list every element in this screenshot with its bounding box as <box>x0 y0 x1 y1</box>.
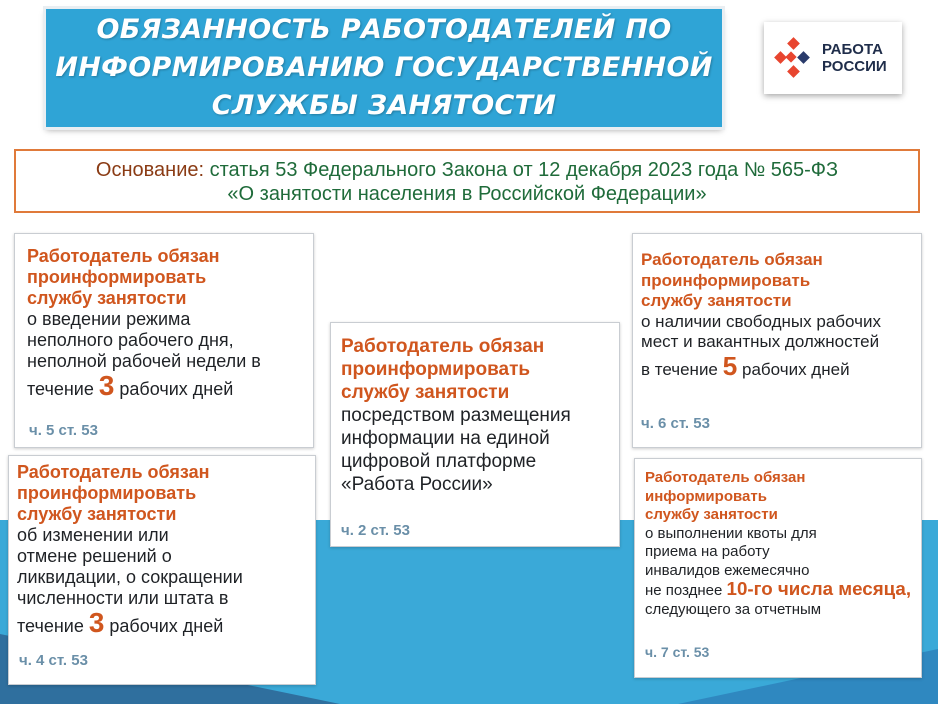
card-heading <box>641 250 915 312</box>
heading-line: Работодатель обязан <box>641 250 823 269</box>
law-reference: ч. 4 ст. 53 <box>19 652 88 669</box>
basis-line-1 <box>16 158 918 182</box>
heading-line: службу занятости <box>645 506 778 523</box>
body-line: следующего за отчетным <box>645 600 822 618</box>
deadline-number: 3 <box>98 370 115 401</box>
deadline-prefix: не позднее <box>645 582 727 599</box>
body-line <box>17 609 307 637</box>
card-body <box>341 404 611 496</box>
logo-line: РАБОТА <box>822 41 884 58</box>
card-vacancies <box>632 233 922 448</box>
body-line: инвалидов ежемесячно <box>645 561 810 579</box>
title-line: ОБЯЗАННОСТЬ РАБОТОДАТЕЛЕЙ ПО <box>96 14 672 45</box>
heading-line: проинформировать <box>341 359 531 380</box>
body-line: приема на работу <box>645 543 770 560</box>
card-body <box>17 525 307 637</box>
card-platform <box>330 322 620 547</box>
title-line: ИНФОРМИРОВАНИЮ ГОСУДАРСТВЕННОЙ <box>55 52 713 83</box>
body-line <box>27 372 303 400</box>
body-line: численности или штата в <box>17 588 229 608</box>
deadline-number: 3 <box>88 607 105 638</box>
body-line <box>641 350 915 381</box>
heading-line: проинформировать <box>17 483 197 503</box>
logo <box>764 22 902 94</box>
heading-line: Работодатель обязан <box>27 246 220 266</box>
heading-line: Работодатель обязан <box>645 469 806 486</box>
deadline-suffix: рабочих дней <box>737 359 850 379</box>
card-quota <box>634 458 922 678</box>
title-line: СЛУЖБЫ ЗАНЯТОСТИ <box>211 90 557 121</box>
card-liquidation <box>8 455 316 685</box>
heading-line: Работодатель обязан <box>17 462 210 482</box>
title-banner <box>46 9 722 127</box>
basis-box <box>14 149 920 213</box>
deadline-suffix: рабочих дней <box>114 379 234 399</box>
law-reference: ч. 5 ст. 53 <box>29 422 98 439</box>
body-line <box>645 580 915 601</box>
heading-line: службу занятости <box>27 288 187 308</box>
heading-line: проинформировать <box>641 270 811 290</box>
deadline-number: 5 <box>722 350 738 381</box>
logo-text <box>822 41 887 75</box>
card-part-time <box>14 233 314 448</box>
deadline-prefix: течение <box>17 616 89 636</box>
body-line: неполного рабочего дня, <box>27 330 234 350</box>
body-line: информации на единой <box>341 428 550 449</box>
card-heading <box>341 335 611 404</box>
body-line: мест и вакантных должностей <box>641 332 880 351</box>
heading-line: службу занятости <box>341 382 510 403</box>
basis-line-2: «О занятости населения в Российской Федерации» <box>227 183 707 205</box>
card-body <box>641 312 915 381</box>
body-line: о выполнении квоты для <box>645 524 817 542</box>
law-reference: ч. 6 ст. 53 <box>641 415 710 432</box>
heading-line: службу занятости <box>17 504 177 524</box>
heading-line: службу занятости <box>641 291 792 310</box>
logo-line: РОССИИ <box>822 58 887 75</box>
heading-line: проинформировать <box>27 267 207 287</box>
card-heading <box>645 469 915 525</box>
law-reference: ч. 7 ст. 53 <box>645 644 710 660</box>
heading-line: Работодатель обязан <box>341 336 545 357</box>
body-line: о наличии свободных рабочих <box>641 311 881 331</box>
heading-line: информировать <box>645 487 767 505</box>
body-line: ликвидации, о сокращении <box>17 567 243 587</box>
work-russia-logo-icon <box>772 36 816 80</box>
basis-label: Основание: <box>95 159 205 181</box>
deadline-prefix: течение <box>27 379 99 399</box>
card-body <box>645 525 915 620</box>
body-line: неполной рабочей недели в <box>27 351 261 371</box>
body-line: цифровой платформе <box>341 451 537 472</box>
body-line: об изменении или <box>17 525 169 545</box>
card-body <box>27 309 303 400</box>
body-line: посредством размещения <box>341 405 571 426</box>
card-heading <box>17 462 307 525</box>
page-title <box>55 11 712 125</box>
deadline-number: 10-го числа месяца, <box>726 578 912 599</box>
body-line: отмене решений о <box>17 546 172 566</box>
card-heading <box>27 246 303 309</box>
body-line: о введении режима <box>27 309 191 329</box>
body-line: «Работа России» <box>341 474 493 495</box>
law-reference: ч. 2 ст. 53 <box>341 522 410 539</box>
deadline-prefix: в течение <box>641 359 723 379</box>
deadline-suffix: рабочих дней <box>104 616 224 636</box>
basis-text: статья 53 Федерального Закона от 12 декабря 2023 года № 565-ФЗ <box>209 159 839 181</box>
